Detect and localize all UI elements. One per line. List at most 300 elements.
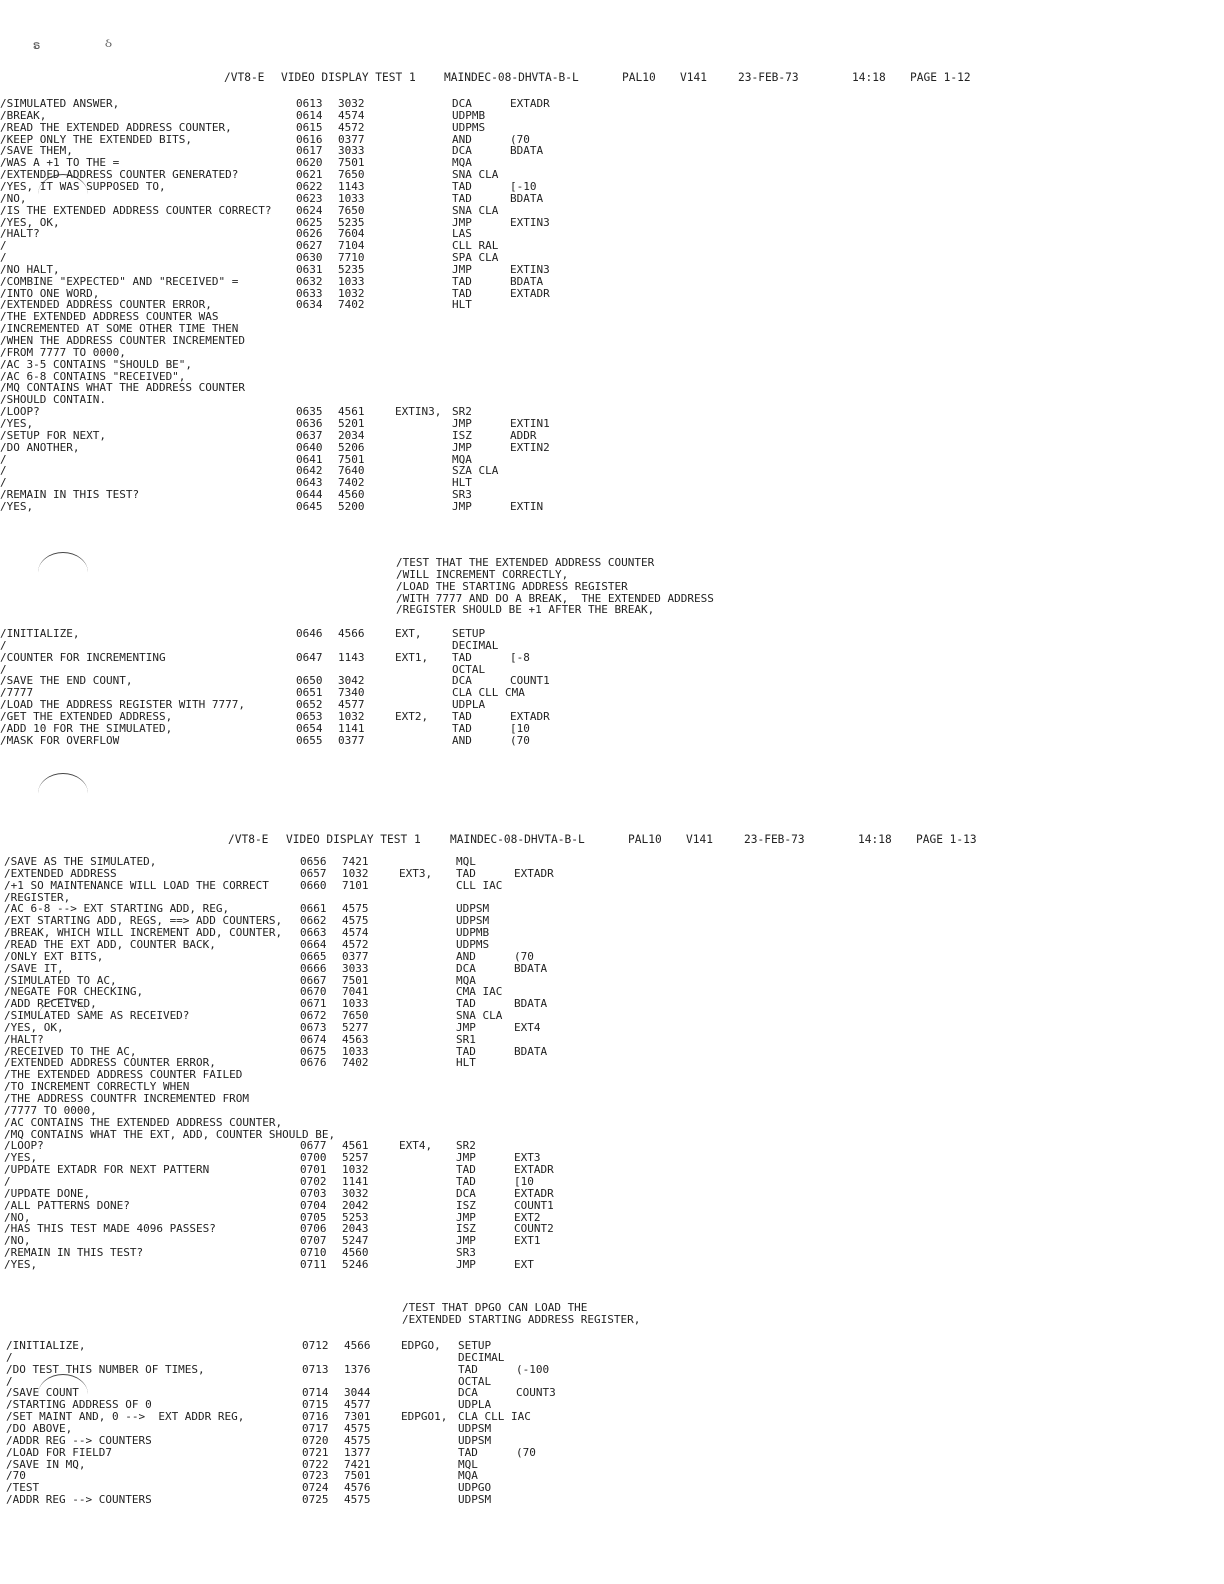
comment-field: /EXTENDED ADDRESS (4, 866, 117, 880)
comment-field: /SAVE THE END COUNT, (0, 674, 133, 688)
opcode-field: UDPSM (458, 1493, 492, 1507)
opcode-field: JMP (452, 440, 472, 454)
comment-field: /UPDATE DONE, (4, 1186, 91, 1200)
operand-field: COUNT3 (516, 1386, 556, 1400)
octal-code-field: 3033 (338, 144, 365, 158)
octal-code-field: 4575 (344, 1493, 371, 1507)
address-field: 0716 (302, 1410, 329, 1424)
comment-field: /DO ABOVE, (6, 1421, 73, 1435)
address-field: 0644 (296, 488, 323, 502)
octal-code-field: 7501 (338, 156, 365, 170)
operand-field: EXTIN1 (510, 416, 550, 430)
octal-code-field: 0377 (338, 132, 365, 146)
opcode-field: MQL (456, 855, 476, 868)
address-field: 0677 (300, 1139, 327, 1153)
opcode-field: CLL IAC (456, 878, 503, 892)
address-field: 0637 (296, 428, 323, 442)
address-field: 0624 (296, 203, 323, 217)
opcode-field: JMP (456, 1257, 476, 1271)
opcode-field: UDPSM (458, 1421, 492, 1435)
comment-field: /7777 TO 0000, (4, 1103, 97, 1117)
comment-field: /EXTENDED ADDRESS COUNTER ERROR, (0, 298, 212, 312)
comment-field: /THE ADDRESS COUNTFR INCREMENTED FROM (4, 1092, 250, 1105)
comment-field: /YES, IT WAS SUPPOSED TO, (0, 179, 166, 193)
operand-field: COUNT1 (510, 674, 550, 688)
comment-field: /+1 SO MAINTENANCE WILL LOAD THE CORRECT (4, 878, 269, 892)
opcode-field: TAD (452, 709, 472, 723)
comment-field: /AC 6-8 CONTAINS "RECEIVED", (0, 369, 186, 383)
opcode-field: UDPLA (452, 698, 486, 712)
comment-field: /TEST (6, 1481, 40, 1495)
comment-field: /LOOP? (0, 405, 40, 419)
opcode-field: JMP (452, 499, 472, 513)
operand-field: BDATA (510, 191, 544, 205)
label-field: EXTIN3, (395, 405, 442, 419)
operand-field: EXTADR (510, 97, 550, 110)
operand-field: (70 (514, 949, 534, 963)
octal-code-field: 4572 (338, 120, 365, 134)
opcode-field: OCTAL (458, 1374, 492, 1388)
opcode-field: TAD (458, 1362, 478, 1376)
address-field: 0653 (296, 709, 323, 723)
opcode-field: AND (452, 733, 472, 747)
comment-field: /ADDR REG --> COUNTERS (6, 1493, 152, 1507)
label-field: EDPGO, (401, 1339, 441, 1352)
listing-title: VIDEO DISPLAY TEST 1 (286, 833, 421, 846)
octal-code-field: 7041 (342, 985, 369, 999)
octal-code-field: 7402 (338, 298, 365, 312)
address-field: 0657 (300, 866, 327, 880)
octal-code-field: 1141 (338, 721, 365, 735)
label-field: EXT4, (399, 1139, 433, 1153)
octal-code-field: 2034 (338, 428, 365, 442)
operand-field: COUNT1 (514, 1198, 554, 1212)
comment-field: /EXTENDED ADDRESS COUNTER GENERATED? (0, 168, 239, 182)
address-field: 0651 (296, 686, 323, 700)
octal-code-field: 1033 (342, 997, 369, 1011)
address-field: 0712 (302, 1339, 329, 1352)
opcode-field: DECIMAL (452, 638, 499, 652)
octal-code-field: 3032 (342, 1186, 369, 1200)
address-field: 0674 (300, 1032, 327, 1046)
label-field: EXT2, (395, 709, 429, 723)
address-field: 0703 (300, 1186, 327, 1200)
assembler-name: PAL10 (622, 71, 656, 84)
comment-field: /70 (6, 1469, 26, 1483)
comment-field: /SETUP FOR NEXT, (0, 428, 106, 442)
opcode-field: MQL (458, 1457, 478, 1471)
comment-field: /INITIALIZE, (0, 627, 80, 640)
octal-code-field: 5235 (338, 215, 365, 229)
octal-code-field: 7501 (342, 973, 369, 987)
opcode-field: TAD (456, 866, 476, 880)
operand-field: EXTADR (514, 866, 554, 880)
opcode-field: OCTAL (452, 662, 486, 676)
comment-field: /COUNTER FOR INCREMENTING (0, 650, 166, 664)
octal-code-field: 3032 (338, 97, 365, 110)
opcode-field: SNA CLA (456, 1009, 503, 1023)
octal-code-field: 1376 (344, 1362, 371, 1376)
octal-code-field: 1143 (338, 179, 365, 193)
address-field: 0640 (296, 440, 323, 454)
comment-field: /7777 (0, 686, 34, 700)
octal-code-field: 7650 (338, 168, 365, 182)
octal-code-field: 1377 (344, 1445, 371, 1459)
opcode-field: CLA CLL CMA (452, 686, 525, 700)
comment-field: /ALL PATTERNS DONE? (4, 1198, 130, 1212)
comment-field: /AC 6-8 --> EXT STARTING ADD, REG, (4, 902, 230, 916)
opcode-field: DCA (456, 1186, 476, 1200)
comment-field: /STARTING ADDRESS OF 0 (6, 1398, 152, 1412)
comment-field: /SAVE IT, (4, 961, 64, 975)
comment-field: /YES, OK, (4, 1020, 64, 1034)
comment-field: / (4, 1174, 11, 1188)
address-field: 0717 (302, 1421, 329, 1435)
opcode-field: JMP (456, 1210, 476, 1224)
address-field: 0643 (296, 476, 323, 490)
comment-field: /YES, (4, 1151, 38, 1165)
opcode-field: AND (456, 949, 476, 963)
address-field: 0701 (300, 1163, 327, 1177)
opcode-field: UDPGO (458, 1481, 492, 1495)
octal-code-field: 7402 (342, 1056, 369, 1070)
octal-code-field: 1032 (338, 709, 365, 723)
comment-field: /SHOULD CONTAIN. (0, 393, 106, 407)
listing-title: VIDEO DISPLAY TEST 1 (281, 71, 416, 84)
address-field: 0615 (296, 120, 323, 134)
address-field: 0700 (300, 1151, 327, 1165)
operand-field: BDATA (510, 274, 544, 288)
comment-field: /ONLY EXT BITS, (4, 949, 104, 963)
opcode-field: SETUP (452, 627, 486, 640)
comment-field: /EXTENDED ADDRESS COUNTER ERROR, (4, 1056, 216, 1070)
operand-field: EXTIN (510, 499, 544, 513)
opcode-field: DCA (452, 97, 472, 110)
corner-mark-b: ઠ (105, 36, 112, 50)
octal-code-field: 4566 (338, 627, 365, 640)
octal-code-field: 4575 (342, 902, 369, 916)
opcode-field: DCA (452, 144, 472, 158)
program-name: /VT8-E (224, 71, 265, 84)
octal-code-field: 4577 (344, 1398, 371, 1412)
address-field: 0633 (296, 286, 323, 300)
comment-field: /READ THE EXT ADD, COUNTER BACK, (4, 937, 216, 951)
address-field: 0675 (300, 1044, 327, 1058)
opcode-field: JMP (452, 262, 472, 276)
address-field: 0625 (296, 215, 323, 229)
address-field: 0647 (296, 650, 323, 664)
opcode-field: SPA CLA (452, 251, 499, 265)
octal-code-field: 5201 (338, 416, 365, 430)
address-field: 0645 (296, 499, 323, 513)
address-field: 0667 (300, 973, 327, 987)
comment-field: /NO, (0, 191, 27, 205)
operand-field: EXT (514, 1257, 534, 1271)
comment-field: /KEEP ONLY THE EXTENDED BITS, (0, 132, 193, 146)
octal-code-field: 5247 (342, 1234, 369, 1248)
operand-field: [-10 (510, 179, 537, 193)
opcode-field: TAD (452, 179, 472, 193)
comment-field: /GET THE EXTENDED ADDRESS, (0, 709, 173, 723)
operand-field: EXT3 (514, 1151, 541, 1165)
assembler-name: PAL10 (628, 833, 662, 846)
address-field: 0652 (296, 698, 323, 712)
comment-line: /EXTENDED STARTING ADDRESS REGISTER, (402, 1312, 641, 1326)
opcode-field: SNA CLA (452, 203, 499, 217)
opcode-field: HLT (452, 476, 472, 490)
address-field: 0641 (296, 452, 323, 466)
address-field: 0673 (300, 1020, 327, 1034)
address-field: 0713 (302, 1362, 329, 1376)
comment-field: / (6, 1374, 13, 1388)
opcode-field: DECIMAL (458, 1350, 505, 1364)
comment-field: /SIMULATED TO AC, (4, 973, 117, 987)
comment-field: /LOAD FOR FIELD7 (6, 1445, 112, 1459)
octal-code-field: 7101 (342, 878, 369, 892)
address-field: 0664 (300, 937, 327, 951)
opcode-field: JMP (452, 215, 472, 229)
octal-code-field: 4574 (342, 926, 369, 940)
opcode-field: UDPMS (452, 120, 486, 134)
comment-field: /NO HALT, (0, 262, 60, 276)
program-name: /VT8-E (228, 833, 269, 846)
address-field: 0714 (302, 1386, 329, 1400)
opcode-field: TAD (458, 1445, 478, 1459)
octal-code-field: 7501 (344, 1469, 371, 1483)
opcode-field: AND (452, 132, 472, 146)
operand-field: EXT2 (514, 1210, 541, 1224)
opcode-field: UDPMB (452, 108, 486, 122)
comment-field: /MQ CONTAINS WHAT THE ADDRESS COUNTER (0, 381, 246, 395)
comment-field: /NO, (4, 1234, 31, 1248)
operand-field: EXTADR (510, 709, 550, 723)
comment-field: /NO, (4, 1210, 31, 1224)
opcode-field: SZA CLA (452, 464, 499, 478)
address-field: 0614 (296, 108, 323, 122)
binder-hole-arc (38, 773, 88, 814)
octal-code-field: 1033 (338, 274, 365, 288)
comment-field: /EXT STARTING ADD, REGS, ==> ADD COUNTERS, (4, 914, 283, 928)
comment-field: / (6, 1350, 13, 1364)
opcode-field: UDPMS (456, 937, 490, 951)
opcode-field: CLA CLL IAC (458, 1410, 531, 1424)
comment-field: /WAS A +1 TO THE = (0, 156, 120, 170)
opcode-field: HLT (456, 1056, 476, 1070)
listing-time: 14:18 (858, 833, 892, 846)
address-field: 0650 (296, 674, 323, 688)
octal-code-field: 3044 (344, 1386, 371, 1400)
address-field: 0711 (300, 1257, 327, 1271)
comment-field: /SAVE AS THE SIMULATED, (4, 855, 157, 868)
octal-code-field: 3042 (338, 674, 365, 688)
address-field: 0707 (300, 1234, 327, 1248)
comment-field: /ADD RECEIVED, (4, 997, 97, 1011)
label-field: EXT1, (395, 650, 429, 664)
octal-code-field: 2043 (342, 1222, 369, 1236)
octal-code-field: 7640 (338, 464, 365, 478)
octal-code-field: 4561 (338, 405, 365, 419)
page-number: PAGE 1-12 (910, 71, 971, 84)
octal-code-field: 5246 (342, 1257, 369, 1271)
comment-field: / (0, 662, 7, 676)
address-field: 0661 (300, 902, 327, 916)
comment-field: /YES, (0, 416, 34, 430)
comment-field: /HALT? (0, 227, 40, 241)
octal-code-field: 7104 (338, 239, 365, 253)
opcode-field: MQA (458, 1469, 478, 1483)
comment-field: /AC 3-5 CONTAINS "SHOULD BE", (0, 357, 193, 371)
octal-code-field: 7340 (338, 686, 365, 700)
address-field: 0725 (302, 1493, 329, 1507)
octal-code-field: 4563 (342, 1032, 369, 1046)
address-field: 0631 (296, 262, 323, 276)
comment-field: /INCREMENTED AT SOME OTHER TIME THEN (0, 322, 239, 336)
address-field: 0710 (300, 1246, 327, 1260)
address-field: 0676 (300, 1056, 327, 1070)
octal-code-field: 7421 (342, 855, 369, 868)
address-field: 0720 (302, 1433, 329, 1447)
address-field: 0636 (296, 416, 323, 430)
label-field: EXT3, (399, 866, 433, 880)
address-field: 0662 (300, 914, 327, 928)
address-field: 0666 (300, 961, 327, 975)
octal-code-field: 3033 (342, 961, 369, 975)
address-field: 0654 (296, 721, 323, 735)
opcode-field: TAD (452, 286, 472, 300)
comment-field: / (0, 638, 7, 652)
octal-code-field: 5257 (342, 1151, 369, 1165)
comment-field: /SIMULATED ANSWER, (0, 97, 120, 110)
opcode-field: UDPLA (458, 1398, 492, 1412)
opcode-field: ISZ (452, 428, 472, 442)
comment-field: /FROM 7777 TO 0000, (0, 345, 126, 359)
opcode-field: LAS (452, 227, 472, 241)
label-field: EXT, (395, 627, 422, 640)
binder-hole-arc (38, 552, 88, 593)
comment-field: /INTO ONE WORD, (0, 286, 100, 300)
comment-field: /SIMULATED SAME AS RECEIVED? (4, 1009, 190, 1023)
opcode-field: SR3 (456, 1246, 476, 1260)
opcode-field: SETUP (458, 1339, 492, 1352)
comment-field: /LOAD THE ADDRESS REGISTER WITH 7777, (0, 698, 246, 712)
address-field: 0617 (296, 144, 323, 158)
address-field: 0670 (300, 985, 327, 999)
opcode-field: JMP (452, 416, 472, 430)
opcode-field: MQA (456, 973, 476, 987)
opcode-field: CMA IAC (456, 985, 503, 999)
comment-field: / (0, 251, 7, 265)
operand-field: (70 (510, 132, 530, 146)
octal-code-field: 1032 (338, 286, 365, 300)
comment-line: /REGISTER SHOULD BE +1 AFTER THE BREAK, (396, 603, 655, 617)
comment-field: /SAVE COUNT (6, 1386, 79, 1400)
octal-code-field: 4575 (344, 1421, 371, 1435)
comment-field: /HALT? (4, 1032, 44, 1046)
octal-code-field: 4577 (338, 698, 365, 712)
operand-field: EXT4 (514, 1020, 541, 1034)
opcode-field: MQA (452, 452, 472, 466)
opcode-field: TAD (452, 650, 472, 664)
octal-code-field: 7421 (344, 1457, 371, 1471)
opcode-field: ISZ (456, 1222, 476, 1236)
address-field: 0665 (300, 949, 327, 963)
comment-line: /TEST THAT THE EXTENDED ADDRESS COUNTER (396, 556, 655, 569)
operand-field: BDATA (514, 1044, 548, 1058)
octal-code-field: 5277 (342, 1020, 369, 1034)
octal-code-field: 7650 (342, 1009, 369, 1023)
comment-field: /INITIALIZE, (6, 1339, 86, 1352)
comment-field: /UPDATE EXTADR FOR NEXT PATTERN (4, 1163, 210, 1177)
address-field: 0723 (302, 1469, 329, 1483)
operand-field: [10 (510, 721, 530, 735)
comment-line: /WILL INCREMENT CORRECTLY, (396, 567, 569, 581)
opcode-field: TAD (456, 1044, 476, 1058)
octal-code-field: 4576 (344, 1481, 371, 1495)
comment-field: /IS THE EXTENDED ADDRESS COUNTER CORRECT? (0, 203, 272, 217)
octal-code-field: 4560 (342, 1246, 369, 1260)
comment-field: /SET MAINT AND, 0 --> EXT ADDR REG, (6, 1410, 245, 1424)
octal-code-field: 4561 (342, 1139, 369, 1153)
opcode-field: TAD (456, 1163, 476, 1177)
octal-code-field: 4572 (342, 937, 369, 951)
octal-code-field: 1032 (342, 866, 369, 880)
listing-date: 23-FEB-73 (738, 71, 799, 84)
octal-code-field: 5253 (342, 1210, 369, 1224)
opcode-field: DCA (456, 961, 476, 975)
octal-code-field: 4566 (344, 1339, 371, 1352)
operand-field: EXTIN2 (510, 440, 550, 454)
address-field: 0705 (300, 1210, 327, 1224)
opcode-field: SR2 (456, 1139, 476, 1153)
comment-field: /SAVE IN MQ, (6, 1457, 86, 1471)
address-field: 0620 (296, 156, 323, 170)
octal-code-field: 7402 (338, 476, 365, 490)
comment-field: /REMAIN IN THIS TEST? (4, 1246, 144, 1260)
operand-field: (70 (516, 1445, 536, 1459)
octal-code-field: 7650 (338, 203, 365, 217)
comment-field: /YES, (4, 1257, 38, 1271)
operand-field: EXTIN3 (510, 215, 550, 229)
assembler-version: V141 (680, 71, 707, 84)
address-field: 0613 (296, 97, 323, 110)
octal-code-field: 7604 (338, 227, 365, 241)
comment-line: /WITH 7777 AND DO A BREAK, THE EXTENDED ADDRESS (396, 591, 714, 605)
octal-code-field: 7501 (338, 452, 365, 466)
opcode-field: JMP (456, 1151, 476, 1165)
octal-code-field: 4575 (342, 914, 369, 928)
octal-code-field: 1033 (338, 191, 365, 205)
opcode-field: TAD (452, 191, 472, 205)
comment-field: /THE EXTENDED ADDRESS COUNTER WAS (0, 310, 219, 324)
octal-code-field: 0377 (338, 733, 365, 747)
page-number: PAGE 1-13 (916, 833, 977, 846)
operand-field: EXTIN3 (510, 262, 550, 276)
opcode-field: UDPSM (456, 914, 490, 928)
opcode-field: HLT (452, 298, 472, 312)
operand-field: BDATA (514, 997, 548, 1011)
comment-field: /MASK FOR OVERFLOW (0, 733, 120, 747)
address-field: 0642 (296, 464, 323, 478)
operand-field: [10 (514, 1174, 534, 1188)
opcode-field: SR1 (456, 1032, 476, 1046)
comment-field: /ADDR REG --> COUNTERS (6, 1433, 152, 1447)
comment-field: /SAVE THEM, (0, 144, 73, 158)
address-field: 0704 (300, 1198, 327, 1212)
address-field: 0621 (296, 168, 323, 182)
octal-code-field: 7301 (344, 1410, 371, 1424)
comment-field: /READ THE EXTENDED ADDRESS COUNTER, (0, 120, 232, 134)
assembler-version: V141 (686, 833, 713, 846)
